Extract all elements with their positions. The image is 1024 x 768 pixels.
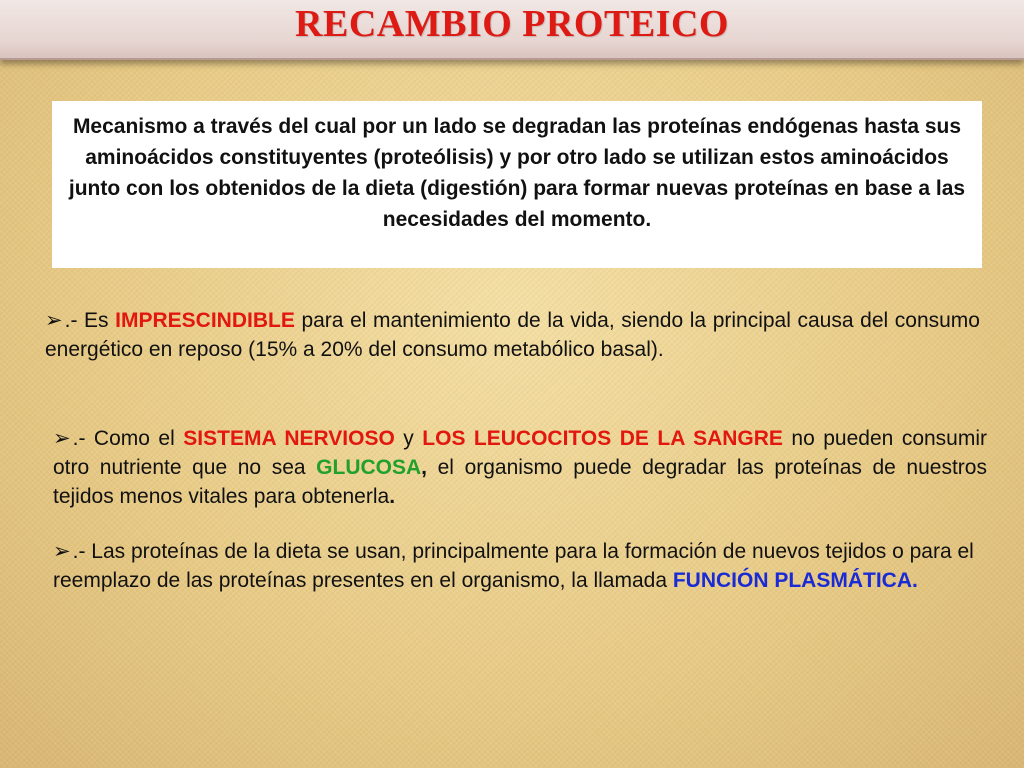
bullet-point-1 xyxy=(45,306,980,364)
bullet-1-highlight: IMPRESCINDIBLE xyxy=(115,309,295,332)
arrow-bullet-icon: ➢ xyxy=(53,540,71,563)
bullet-2-prefix: .- Como el xyxy=(72,427,184,450)
bullet-2-mid2: no pueden consumir otro nutriente que no sea xyxy=(53,427,988,479)
definition-box xyxy=(52,101,982,268)
arrow-bullet-icon: ➢ xyxy=(53,427,71,450)
bullet-2-highlight-leukocytes: LOS LEUCOCITOS DE LA SANGRE xyxy=(422,427,783,450)
bullet-2-end: . xyxy=(389,485,396,508)
bullet-3-highlight: FUNCIÓN PLASMÁTICA. xyxy=(672,569,918,592)
bullet-2-comma: , xyxy=(421,456,428,479)
bullet-3-prefix: .- Las proteínas de la dieta se usan, principalmente para la formación de nuevos tejidos o para el reemplazo de las proteínas presentes en el organismo, la llamada xyxy=(53,540,974,592)
bullet-1-prefix: .- Es xyxy=(64,309,116,332)
slide-title: RECAMBIO PROTEICO xyxy=(295,3,729,45)
bullet-2-highlight-nervous-system: SISTEMA NERVIOSO xyxy=(183,427,395,450)
bullet-point-2 xyxy=(53,424,987,511)
definition-text: Mecanismo a través del cual por un lado se degradan las proteínas endógenas hasta sus aminoácidos constituyentes (proteólisis) y por otro lado se utilizan estos aminoácidos junto con los obtenidos de la dieta (digestión) para formar nuevas proteínas en base a las necesidades del momento. xyxy=(68,115,966,231)
bullet-2-text: el organismo puede degradar las proteínas de nuestros tejidos menos vitales para obtenerla xyxy=(53,456,987,508)
arrow-bullet-icon: ➢ xyxy=(45,309,63,332)
bullet-1-text: para el mantenimiento de la vida, siendo la principal causa del consumo energético en reposo (15% a 20% del consumo metabólico basal). xyxy=(45,309,980,361)
bullet-point-3 xyxy=(53,537,987,595)
bullet-2-mid1: y xyxy=(394,427,423,450)
bullet-2-highlight-glucose: GLUCOSA xyxy=(316,456,422,479)
